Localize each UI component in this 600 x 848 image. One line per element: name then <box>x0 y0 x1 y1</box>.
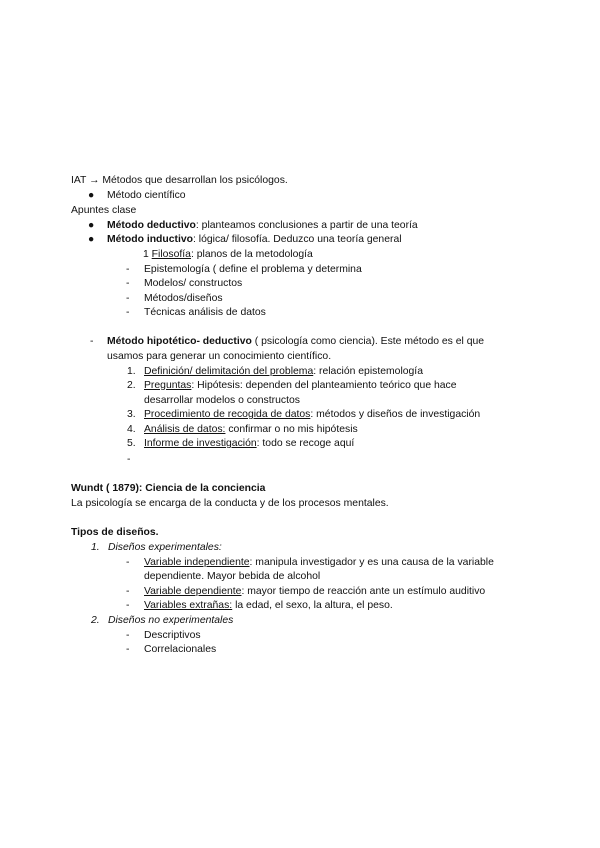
metodo-hipotetico-text: ( psicología como ciencia). Este método es el que <box>251 336 485 347</box>
variable-term: Variable independiente <box>144 557 250 568</box>
step-term: Definición/ delimitación del problema <box>144 366 314 377</box>
dash-marker: - <box>126 557 130 568</box>
variable-term: Variable dependiente <box>144 586 242 597</box>
bullet-marker: ● <box>88 220 95 231</box>
variable-term: Variables extrañas: <box>144 600 233 611</box>
dash-marker: - <box>126 644 130 655</box>
metodo-inductivo-term: Método inductivo <box>107 234 194 245</box>
dash-marker: - <box>126 307 130 318</box>
variable-independiente-item <box>144 556 494 571</box>
design-number: 2. <box>91 615 100 626</box>
filosofia-text: : planos de la metodología <box>190 249 313 260</box>
metodo-cientifico-item: Método científico <box>107 190 186 201</box>
metodo-inductivo-item <box>107 233 402 248</box>
dash-marker: - <box>126 630 130 641</box>
filosofia-item <box>143 248 313 263</box>
dash-marker: - <box>90 336 94 347</box>
step-text: : relación epistemología <box>313 366 423 377</box>
step-number: 5. <box>127 438 136 449</box>
step-number: 3. <box>127 409 136 420</box>
variable-text: la edad, el sexo, la altura, el peso. <box>232 600 393 611</box>
step-text: confirmar o no mis hipótesis <box>225 424 358 435</box>
dash-marker: - <box>126 586 130 597</box>
dash-marker: - <box>126 293 130 304</box>
dash-marker: - <box>126 264 130 275</box>
variable-independiente-cont: dependiente. Mayor bebida de alcohol <box>144 571 321 582</box>
list-item-metodos: Métodos/diseños <box>144 293 223 304</box>
wundt-text: La psicología se encarga de la conducta y de los procesos mentales. <box>71 498 389 509</box>
list-item-modelos: Modelos/ constructos <box>144 278 243 289</box>
step-text: : métodos y diseños de investigación <box>310 409 481 420</box>
step-term: Procedimiento de recogida de datos <box>144 409 311 420</box>
step-informe <box>144 437 354 452</box>
step-term: Análisis de datos: <box>144 424 226 435</box>
filosofia-number: 1 <box>143 249 149 260</box>
dash-marker: - <box>127 454 131 465</box>
filosofia-term: Filosofía <box>151 249 191 260</box>
disenos-no-experimentales-label: Diseños no experimentales <box>108 615 234 626</box>
bullet-marker: ● <box>88 234 95 245</box>
variables-extranas-item <box>144 599 393 614</box>
list-item-correlacionales: Correlacionales <box>144 644 217 655</box>
bullet-marker: ● <box>88 190 95 201</box>
metodo-hipotetico-line <box>107 335 484 350</box>
step-text: : todo se recoge aquí <box>256 438 355 449</box>
wundt-heading: Wundt ( 1879): Ciencia de la conciencia <box>71 483 266 494</box>
metodo-inductivo-text: : lógica/ filosofía. Deduzco una teoría general <box>193 234 402 245</box>
step-number: 4. <box>127 424 136 435</box>
metodo-deductivo-item <box>107 219 418 234</box>
list-item-epistemologia: Epistemología ( define el problema y determina <box>144 264 362 275</box>
step-text: : Hipótesis: dependen del planteamiento teórico que hace <box>191 380 457 391</box>
metodo-hipotetico-term: Método hipotético- deductivo <box>107 336 252 347</box>
metodo-deductivo-term: Método deductivo <box>107 220 196 231</box>
metodo-hipotetico-line2: usamos para generar un conocimiento científico. <box>107 351 332 362</box>
step-preguntas-cont: desarrollar modelos o constructos <box>144 395 300 406</box>
step-analisis <box>144 423 358 438</box>
apuntes-clase-label: Apuntes clase <box>71 205 137 216</box>
step-procedimiento <box>144 408 480 423</box>
list-item-descriptivos: Descriptivos <box>144 630 201 641</box>
dash-marker: - <box>126 278 130 289</box>
design-number: 1. <box>91 542 100 553</box>
iat-line: IAT → Métodos que desarrollan los psicólogos. <box>71 175 288 186</box>
dash-marker: - <box>126 600 130 611</box>
step-term: Preguntas <box>144 380 192 391</box>
variable-dependiente-item <box>144 585 485 600</box>
disenos-experimentales-label: Diseños experimentales: <box>108 542 222 553</box>
metodo-deductivo-text: : planteamos conclusiones a partir de una teoría <box>195 220 418 231</box>
variable-text: : mayor tiempo de reacción ante un estímulo auditivo <box>241 586 486 597</box>
variable-text: : manipula investigador y es una causa de la variable <box>249 557 494 568</box>
list-item-tecnicas: Técnicas análisis de datos <box>144 307 266 318</box>
step-preguntas <box>144 379 457 394</box>
tipos-disenos-heading: Tipos de diseños. <box>71 527 159 538</box>
step-number: 2. <box>127 380 136 391</box>
step-number: 1. <box>127 366 136 377</box>
step-term: Informe de investigación <box>144 438 257 449</box>
step-definicion <box>144 365 423 380</box>
